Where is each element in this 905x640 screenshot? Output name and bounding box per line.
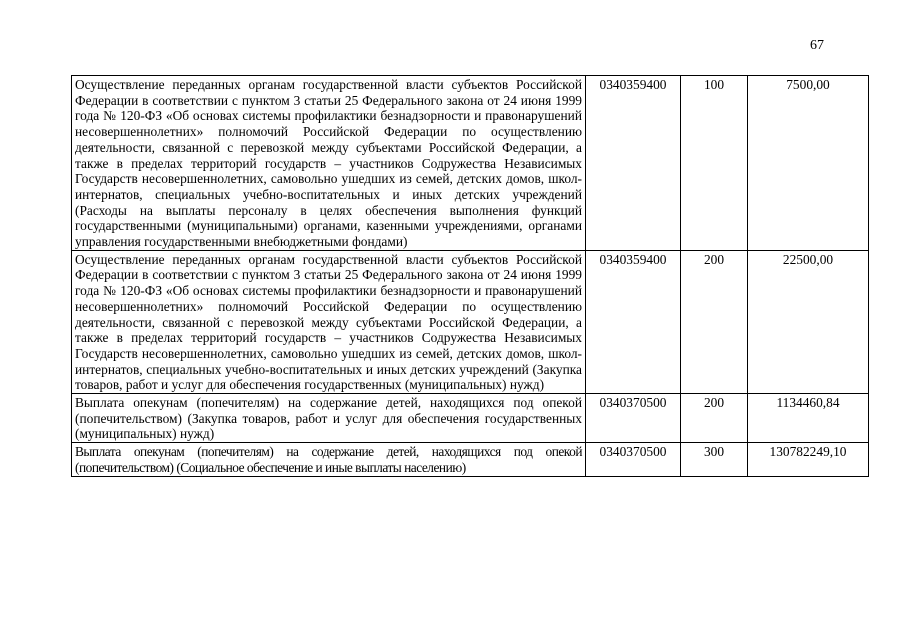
row-target-code: 0340370500 <box>586 394 681 443</box>
row-expense-type: 200 <box>681 250 748 393</box>
row-expense-type: 100 <box>681 76 748 251</box>
row-expense-type: 300 <box>681 443 748 476</box>
table-row <box>72 443 869 476</box>
row-amount: 7500,00 <box>748 76 869 251</box>
page-number: 67 <box>810 38 824 53</box>
row-description: Выплата опекунам (попечителям) на содержание детей, находящихся под опекой (попечительством) (Закупка товаров, работ и услуг для обеспечения государственных (муниципальных) нужд) <box>72 394 586 443</box>
row-amount: 22500,00 <box>748 250 869 393</box>
row-description: Осуществление переданных органам государственной власти субъектов Российской Федерации в соответствии с пунктом 3 статьи 25 Федерального закона от 24 июня 1999 года № 120-ФЗ «Об основах системы профилактики безнадзорности и правонарушений несовершеннолетних» полномочий Российской Федерации по осуществлению деятельности, связанной с перевозкой между субъектами Российской Федерации, а также в пределах территорий государств – участников Содружества Независимых Государств несовершеннолетних, самовольно ушедших из семей, детских домов, школ-интернатов, специальных учебно-воспитательных и иных детских учреждений (Закупка товаров, работ и услуг для обеспечения государственных (муниципальных) нужд) <box>72 250 586 393</box>
table-row <box>72 76 869 251</box>
table-row <box>72 394 869 443</box>
budget-table <box>71 75 869 477</box>
row-target-code: 0340359400 <box>586 76 681 251</box>
row-amount: 130782249,10 <box>748 443 869 476</box>
row-expense-type: 200 <box>681 394 748 443</box>
table-row <box>72 250 869 393</box>
row-target-code: 0340370500 <box>586 443 681 476</box>
row-amount: 1134460,84 <box>748 394 869 443</box>
row-description: Осуществление переданных органам государственной власти субъектов Российской Федерации в соответствии с пунктом 3 статьи 25 Федерального закона от 24 июня 1999 года № 120-ФЗ «Об основах системы профилактики безнадзорности и правонарушений несовершеннолетних» полномочий Российской Федерации по осуществлению деятельности, связанной с перевозкой между субъектами Российской Федерации, а также в пределах территорий государств – участников Содружества Независимых Государств несовершеннолетних, самовольно ушедших из семей, детских домов, школ-интернатов, специальных учебно-воспитательных и иных детских учреждений (Расходы на выплаты персоналу в целях обеспечения выполнения функций государственными (муниципальными) органами, казенными учреждениями, органами управления государственными внебюджетными фондами) <box>72 76 586 251</box>
row-description: Выплата опекунам (попечителям) на содержание детей, находящихся под опекой (попечительством) (Социальное обеспечение и иные выплаты населению) <box>72 443 586 476</box>
row-target-code: 0340359400 <box>586 250 681 393</box>
